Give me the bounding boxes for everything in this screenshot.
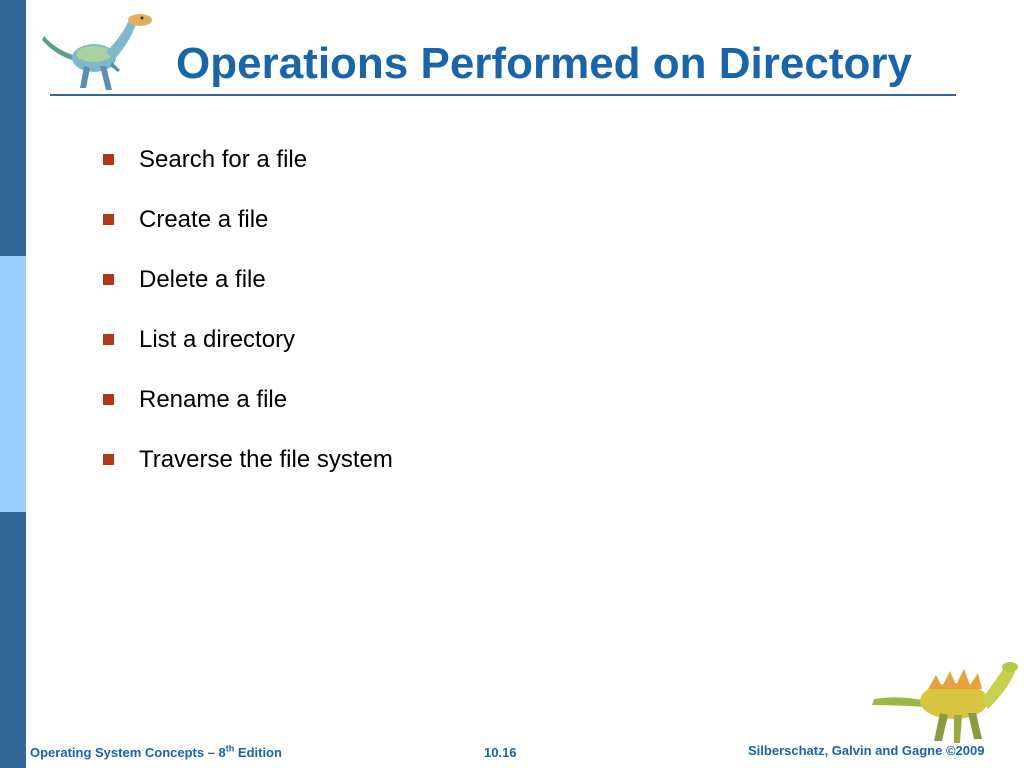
- bullet-text: Search for a file: [139, 146, 308, 173]
- bullet-text: Rename a file: [139, 386, 288, 413]
- square-bullet-icon: [103, 334, 114, 345]
- footer-book-title-prefix: Operating System Concepts – 8: [30, 745, 226, 760]
- footer-edition-superscript: th: [225, 743, 235, 754]
- sidebar-segment-middle: [0, 256, 26, 512]
- footer-book-title-suffix: Edition: [234, 745, 282, 760]
- square-bullet-icon: [103, 214, 114, 225]
- footer-copyright: Silberschatz, Galvin and Gagne ©2009: [748, 743, 985, 758]
- square-bullet-icon: [103, 454, 114, 465]
- bullet-text: Traverse the file system: [139, 446, 393, 473]
- square-bullet-icon: [103, 394, 114, 405]
- bullet-text: List a directory: [139, 326, 296, 353]
- square-bullet-icon: [103, 274, 114, 285]
- sidebar-segment-bottom: [0, 512, 26, 768]
- slide-title: Operations Performed on Directory: [176, 39, 912, 88]
- title-divider: [50, 94, 956, 96]
- dinosaur-icon: [36, 6, 156, 96]
- sidebar-stripe: [0, 0, 26, 768]
- bullet-text: Create a file: [139, 206, 269, 233]
- bullet-text: Delete a file: [139, 266, 266, 293]
- sidebar-segment-top: [0, 0, 26, 256]
- footer-slide-number: 10.16: [484, 745, 517, 760]
- footer-book-title: [30, 744, 282, 762]
- square-bullet-icon: [103, 154, 114, 165]
- dinosaur-icon: [870, 655, 1020, 747]
